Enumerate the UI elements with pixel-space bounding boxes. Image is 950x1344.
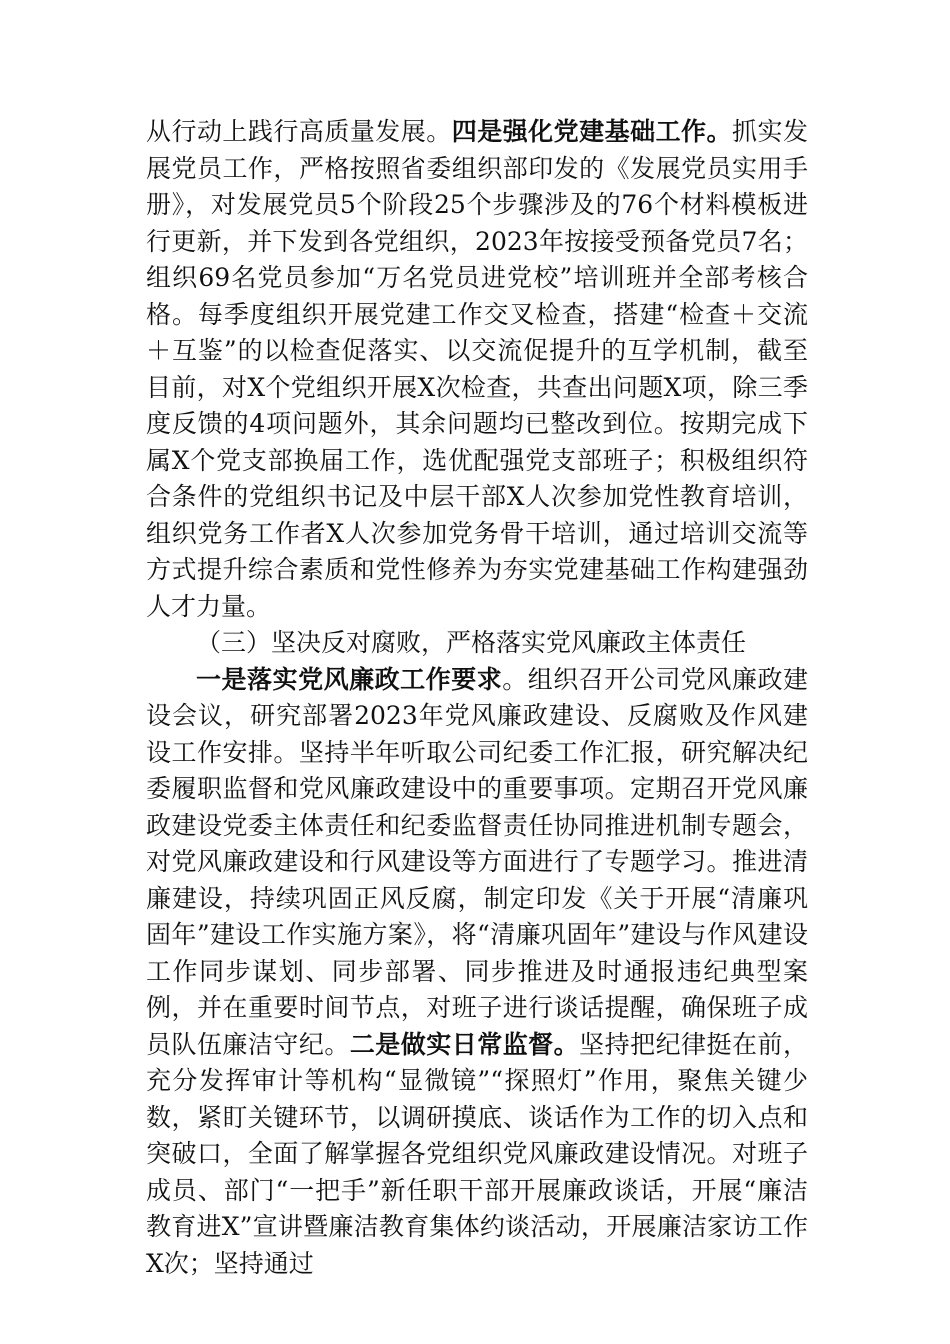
paragraph-party-building <box>146 114 808 625</box>
bold-subheading: 一是落实党风廉政工作要求 <box>196 664 503 694</box>
document-page <box>146 114 808 1282</box>
text-segment: 从行动上践行高质量发展。 <box>146 117 452 146</box>
bold-subheading: 四是强化党建基础工作。 <box>451 117 733 146</box>
text-segment: 。组织召开公司党风廉政建设会议，研究部署2023年党风廉政建设、反腐败及作风建设工作安排。坚持半年听取公司纪委工作汇报，研究解决纪委履职监督和党风廉政建设中的重要事项。定期召开党风廉政建设党委主体责任和纪委监督责任协同推进机制专题会，对党风廉政建设和行风建设等方面进行了专题学习。推进清廉建设，持续巩固正风反腐，制定印发《关于开展“清廉巩固年”建设工作实施方案》，将“清廉巩固年”建设与作风建设工作同步谋划、同步部署、同步推进及时通报违纪典型案例，并在重要时间节点，对班子进行谈话提醒，确保班子成员队伍廉洁守纪。 <box>146 664 808 1059</box>
bold-subheading: 二是做实日常监督。 <box>349 1029 580 1059</box>
paragraph-anti-corruption <box>146 662 808 1283</box>
text-segment: 坚持把纪律挺在前，充分发挥审计等机构“显微镜”“探照灯”作用，聚焦关键少数，紧盯关键环节，以调研摸底、谈话作为工作的切入点和突破口，全面了解掌握各党组织党风廉政建设情况。对班子成员、部门“一把手”新任职干部开展廉政谈话，开展“廉洁教育进X”宣讲暨廉洁教育集体约谈活动，开展廉洁家访工作X次；坚持通过 <box>146 1029 808 1278</box>
section-heading: （三）坚决反对腐败，严格落实党风廉政主体责任 <box>196 628 747 657</box>
text-segment: 抓实发展党员工作，严格按照省委组织部印发的《发展党员实用手册》，对发展党员5个阶段25个步骤涉及的76个材料模板进行更新，并下发到各党组织，2023年按接受预备党员7名；组织69名党员参加“万名党员进党校”培训班并全部考核合格。每季度组织开展党建工作交叉检查，搭建“检查＋交流＋互鉴”的以检查促落实、以交流促提升的互学机制，截至目前，对X个党组织开展X次检查，共查出问题X项，除三季度反馈的4项问题外，其余问题均已整改到位。按期完成下属X个党支部换届工作，选优配强党支部班子；积极组织符合条件的党组织书记及中层干部X人次参加党性教育培训，组织党务工作者X人次参加党务骨干培训，通过培训交流等方式提升综合素质和党性修养为夯实党建基础工作构建强劲人才力量。 <box>146 117 808 621</box>
